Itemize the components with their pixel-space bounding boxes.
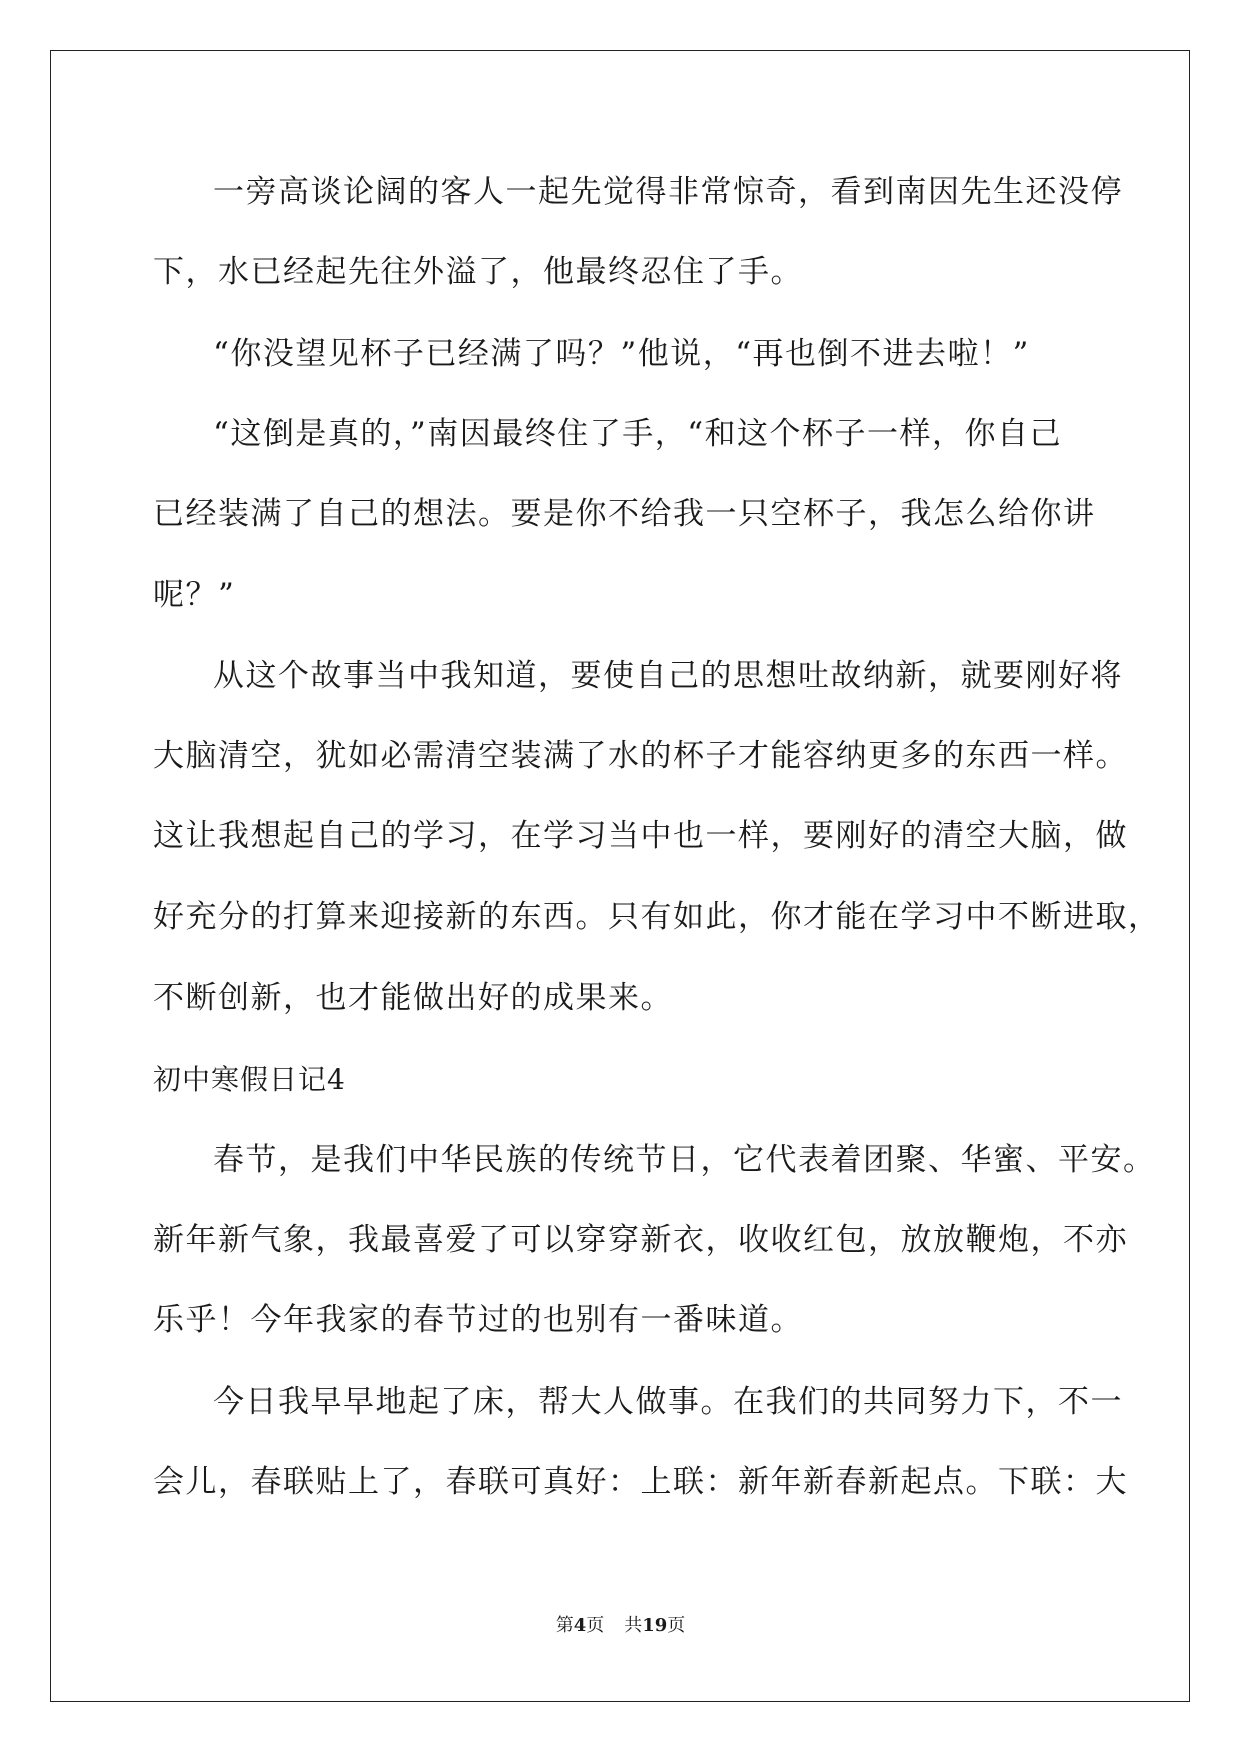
- section-paragraph-1-line-2: 新年新气象，我最喜爱了可以穿穿新衣，收收红包，放放鞭炮，不亦: [153, 1222, 1128, 1258]
- footer-page-suffix: 页: [586, 1615, 605, 1636]
- paragraph-4-line-3: 这让我想起自己的学习，在学习当中也一样，要刚好的清空大脑，做: [153, 818, 1128, 854]
- paragraph-4-line-5: 不断创新，也才能做出好的成果来。: [153, 980, 673, 1016]
- page-footer: [0, 1611, 1241, 1637]
- paragraph-4-line-4: 好充分的打算来迎接新的东西。只有如此，你才能在学习中不断进取，: [153, 899, 1161, 935]
- section-paragraph-1-line-3: 乐乎！今年我家的春节过的也别有一番味道。: [153, 1302, 803, 1338]
- paragraph-4-line-2: 大脑清空，犹如必需清空装满了水的杯子才能容纳更多的东西一样。: [153, 738, 1128, 774]
- footer-page-total: 19: [642, 1615, 668, 1636]
- footer-total-suffix: 页: [667, 1615, 686, 1636]
- section-paragraph-1-line-1: 春节，是我们中华民族的传统节日，它代表着团聚、华蜜、平安。: [213, 1142, 1156, 1178]
- paragraph-3-line-1: “这倒是真的，”南因最终住了手，“和这个杯子一样，你自己: [213, 416, 1063, 452]
- section-paragraph-2-line-2: 会儿，春联贴上了，春联可真好：上联：新年新春新起点。下联：大: [153, 1464, 1128, 1500]
- paragraph-1-line-2: 下，水已经起先往外溢了，他最终忍住了手。: [153, 254, 803, 290]
- paragraph-2-line-1: “你没望见杯子已经满了吗？”他说，“再也倒不进去啦！”: [213, 336, 1030, 372]
- paragraph-4-line-1: 从这个故事当中我知道，要使自己的思想吐故纳新，就要刚好将: [213, 658, 1123, 694]
- paragraph-1-line-1: 一旁高谈论阔的客人一起先觉得非常惊奇，看到南因先生还没停: [213, 174, 1123, 210]
- footer-page-prefix: 第: [555, 1615, 574, 1636]
- paragraph-3-line-3: 呢？”: [153, 577, 236, 613]
- footer-page-current: 4: [573, 1615, 587, 1636]
- section-paragraph-2-line-1: 今日我早早地起了床，帮大人做事。在我们的共同努力下，不一: [213, 1384, 1123, 1420]
- section-title: 初中寒假日记4: [153, 1063, 346, 1096]
- paragraph-3-line-2: 已经装满了自己的想法。要是你不给我一只空杯子，我怎么给你讲: [153, 496, 1096, 532]
- footer-total-prefix: 共: [624, 1615, 643, 1636]
- page-border: [50, 50, 1190, 1702]
